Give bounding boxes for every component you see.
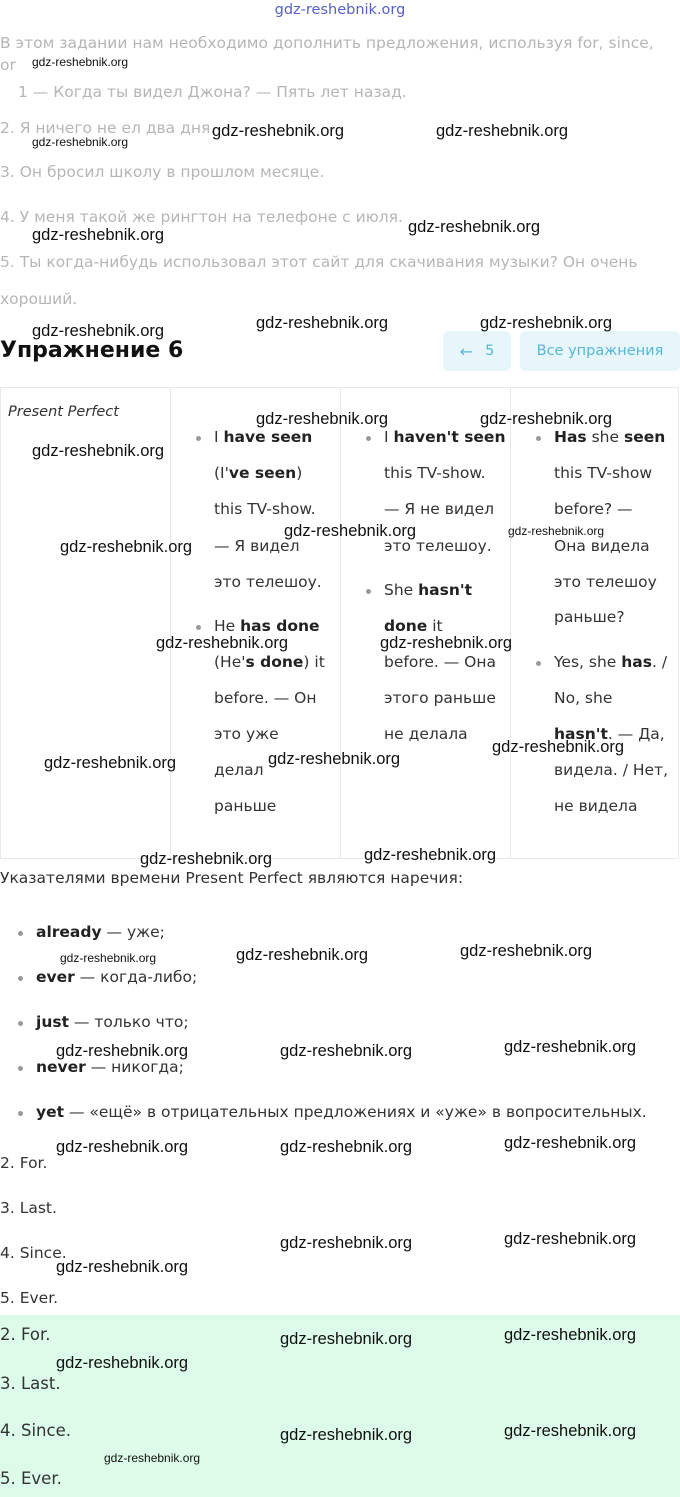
prev-exercise-button[interactable] [443, 331, 511, 371]
example-line: это телешоу. [214, 573, 322, 591]
intro-item-5: 5. Ты когда-нибудь использовал этот сайт для скачивания музыки? Он очень [0, 253, 638, 271]
watermark: gdz-reshebnik.org [32, 135, 129, 149]
marker-item: just — только что; [36, 1013, 189, 1031]
watermark: gdz-reshebnik.org [504, 1422, 637, 1440]
example-line: это телешоу [554, 573, 657, 591]
marker-item: never — никогда; [36, 1058, 184, 1076]
watermark: gdz-reshebnik.org [492, 738, 625, 756]
table-divider [510, 388, 511, 858]
example-line: раньше [214, 797, 277, 815]
prev-exercise-label: 5 [485, 343, 495, 359]
example-line: done it [384, 617, 443, 635]
example-line: hasn't. — Да, [554, 725, 665, 743]
watermark: gdz-reshebnik.org [56, 1258, 189, 1276]
watermark: gdz-reshebnik.org [380, 634, 513, 652]
answer-line: 2. For. [0, 1154, 48, 1172]
watermark: gdz-reshebnik.org [56, 1042, 189, 1060]
intro-item-5-cont: хороший. [0, 290, 78, 308]
example-line: делал [214, 761, 264, 779]
watermark: gdz-reshebnik.org [480, 410, 613, 428]
watermark: gdz-reshebnik.org [408, 218, 541, 236]
watermark: gdz-reshebnik.org [212, 122, 345, 140]
intro-item-4: 4. У меня такой же рингтон на телефоне с июля. [0, 208, 403, 226]
example-line: No, she [554, 689, 613, 707]
watermark: gdz-reshebnik.org [460, 942, 593, 960]
answer-box-line: 3. Last. [0, 1374, 61, 1393]
example-line: before. — Она [384, 653, 496, 671]
answer-line: 4. Since. [0, 1244, 67, 1262]
watermark: gdz-reshebnik.org [508, 524, 605, 538]
example-line: this TV-show. [214, 500, 316, 518]
site-link[interactable]: gdz-reshebnik.org [274, 2, 406, 18]
watermark: gdz-reshebnik.org [280, 1234, 413, 1252]
marker-item: yet — «ещё» в отрицательных предложениях и «уже» в вопросительных. [36, 1103, 647, 1121]
answer-line: 3. Last. [0, 1199, 57, 1217]
example-line: (I've seen) [214, 464, 303, 482]
example-line: этого раньше [384, 689, 496, 707]
example-line: Она видела [554, 537, 650, 555]
bullet-icon [196, 625, 201, 630]
intro-item-1: 1 — Когда ты видел Джона? — Пять лет назад. [18, 83, 407, 101]
example-line: это телешоу. [384, 537, 492, 555]
watermark: gdz-reshebnik.org [60, 951, 157, 965]
answer-box-line: 5. Ever. [0, 1469, 62, 1488]
watermark: gdz-reshebnik.org [280, 1426, 413, 1444]
example-line: это уже [214, 725, 279, 743]
watermark: gdz-reshebnik.org [504, 1038, 637, 1056]
marker-item: already — уже; [36, 923, 165, 941]
example-line: He has done [214, 617, 320, 635]
markers-intro: Указателями времени Present Perfect являются наречия: [0, 869, 464, 887]
example-line: (He's done) it [214, 653, 325, 671]
watermark: gdz-reshebnik.org [284, 522, 417, 540]
example-line: — Я видел [214, 537, 300, 555]
watermark: gdz-reshebnik.org [140, 850, 273, 868]
bullet-icon [366, 589, 371, 594]
example-line: — Я не видел [384, 500, 495, 518]
exercise-title: Упражнение 6 [0, 338, 184, 363]
watermark: gdz-reshebnik.org [56, 1354, 189, 1372]
intro-line: В этом задании нам необходимо дополнить предложения, используя for, since, [0, 34, 654, 52]
example-line: this TV-show [554, 464, 653, 482]
answer-box-line: 2. For. [0, 1325, 51, 1344]
watermark: gdz-reshebnik.org [280, 1330, 413, 1348]
watermark: gdz-reshebnik.org [268, 750, 401, 768]
example-line: не делала [384, 725, 468, 743]
example-line: She hasn't [384, 581, 473, 599]
intro-item-3: 3. Он бросил школу в прошлом месяце. [0, 163, 325, 181]
all-exercises-button[interactable] [520, 331, 680, 371]
all-exercises-label: Все упражнения [536, 343, 664, 359]
watermark: gdz-reshebnik.org [480, 314, 613, 332]
example-line: Has she seen [554, 428, 666, 446]
watermark: gdz-reshebnik.org [256, 314, 389, 332]
bullet-icon [18, 931, 23, 936]
watermark: gdz-reshebnik.org [32, 226, 165, 244]
watermark: gdz-reshebnik.org [504, 1230, 637, 1248]
marker-item: ever — когда-либо; [36, 968, 198, 986]
bullet-icon [18, 1111, 23, 1116]
watermark: gdz-reshebnik.org [504, 1134, 637, 1152]
watermark: gdz-reshebnik.org [156, 634, 289, 652]
watermark: gdz-reshebnik.org [32, 322, 165, 340]
watermark: gdz-reshebnik.org [104, 1451, 201, 1465]
answer-line: 5. Ever. [0, 1289, 59, 1307]
watermark: gdz-reshebnik.org [56, 1138, 189, 1156]
bullet-icon [18, 1021, 23, 1026]
watermark: gdz-reshebnik.org [44, 754, 177, 772]
example-line: this TV-show. [384, 464, 486, 482]
example-line: Yes, she has. / [554, 653, 668, 671]
intro-item-2: 2. Я ничего не ел два дня. [0, 119, 216, 137]
answer-box-line: 4. Since. [0, 1421, 71, 1440]
watermark: gdz-reshebnik.org [280, 1138, 413, 1156]
bullet-icon [18, 976, 23, 981]
example-line: видела. / Нет, [554, 761, 669, 779]
watermark: gdz-reshebnik.org [436, 122, 569, 140]
example-line: не видела [554, 797, 638, 815]
watermark: gdz-reshebnik.org [280, 1042, 413, 1060]
example-line: before? — [554, 500, 633, 518]
tense-label: Present Perfect [8, 404, 119, 420]
watermark: gdz-reshebnik.org [32, 442, 165, 460]
bullet-icon [536, 436, 541, 441]
watermark: gdz-reshebnik.org [60, 538, 193, 556]
example-line: before. — Он [214, 689, 317, 707]
watermark: gdz-reshebnik.org [504, 1326, 637, 1344]
example-line: I have seen [214, 428, 313, 446]
watermark: gdz-reshebnik.org [364, 846, 497, 864]
arrow-left-icon: ← [459, 341, 474, 361]
table-divider [170, 388, 171, 858]
table-divider [340, 388, 341, 858]
example-line: I haven't seen [384, 428, 506, 446]
intro-line-tail: or [0, 56, 16, 74]
example-line: раньше? [554, 608, 625, 626]
watermark: gdz-reshebnik.org [32, 55, 129, 69]
bullet-icon [536, 661, 541, 666]
bullet-icon [18, 1066, 23, 1071]
watermark: gdz-reshebnik.org [236, 946, 369, 964]
bullet-icon [196, 436, 201, 441]
watermark: gdz-reshebnik.org [256, 410, 389, 428]
bullet-icon [366, 436, 371, 441]
